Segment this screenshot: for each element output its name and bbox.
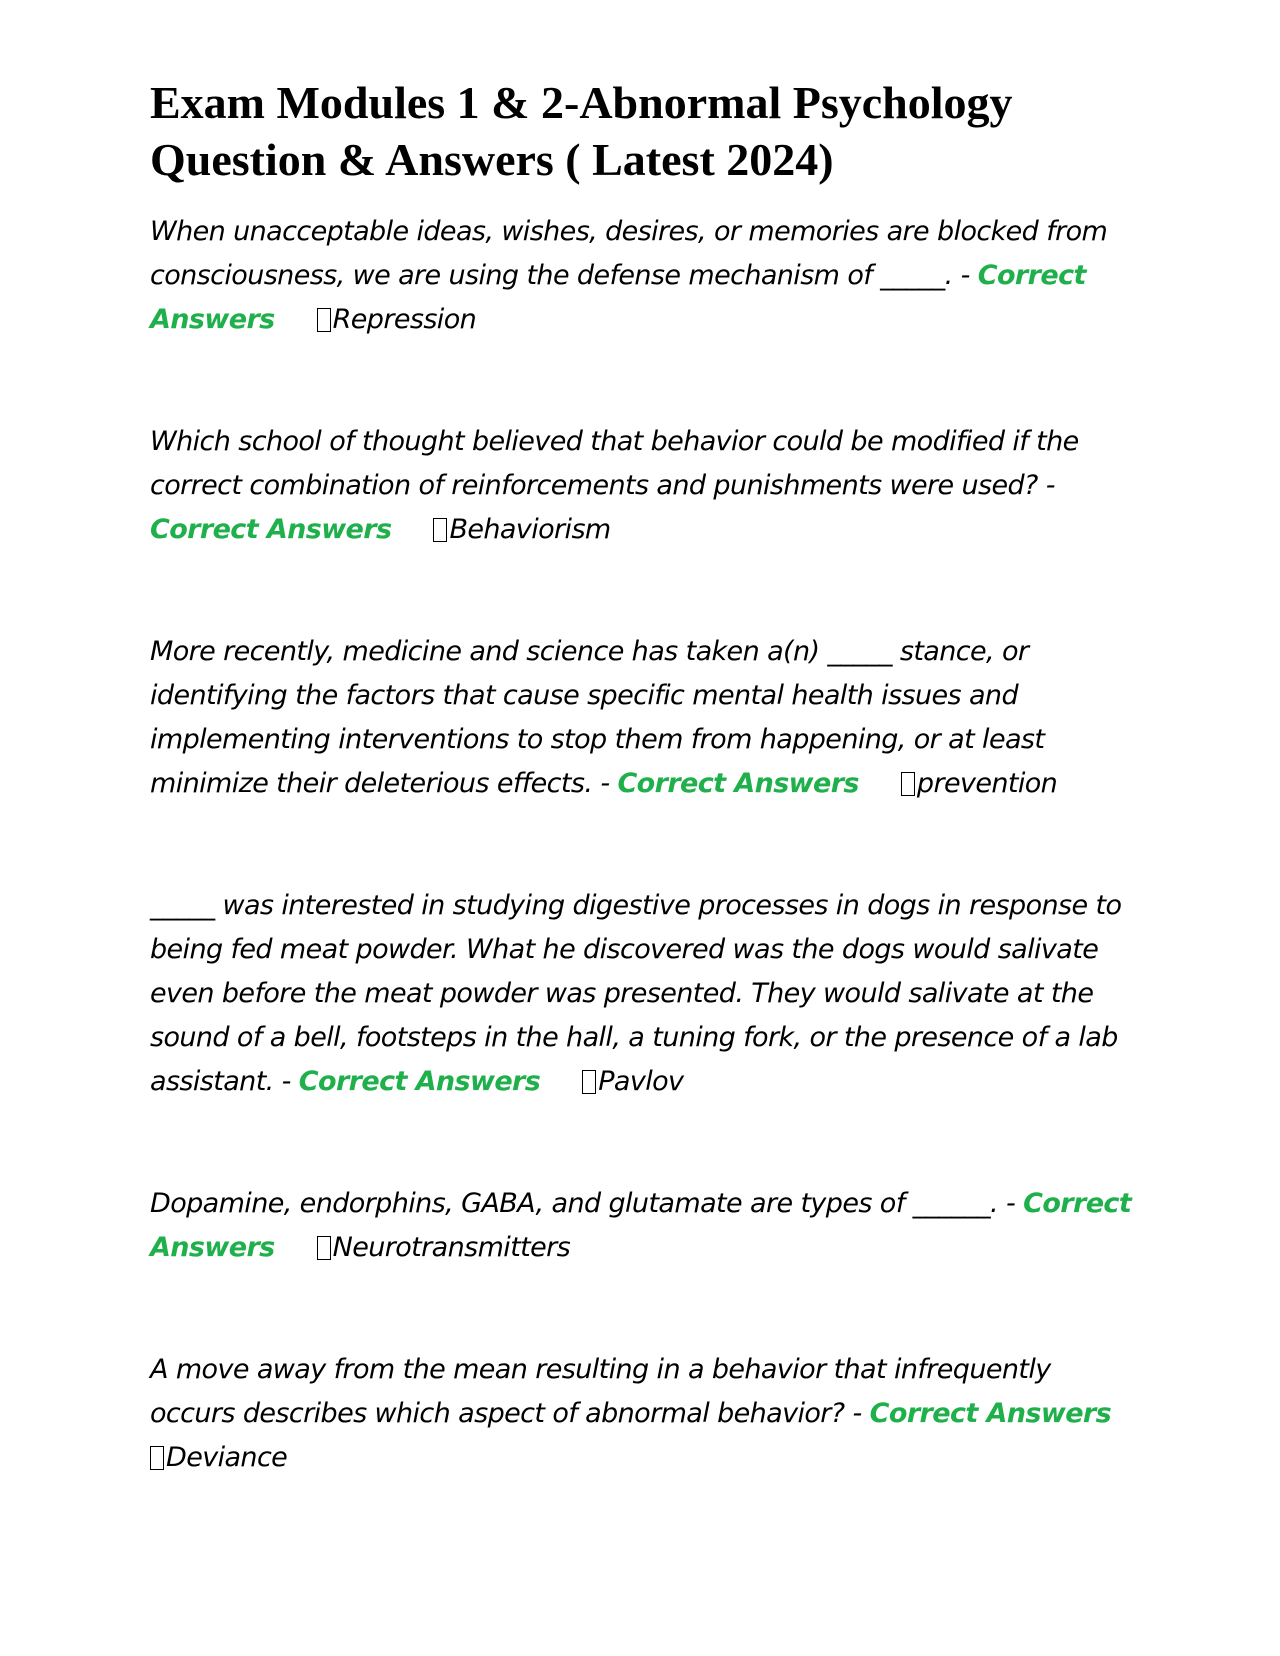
question-text: _____ was interested in studying digestive processes in dogs in response to being fed meat powder. What he discovered was the dogs would salivate even before the meat powder was presented. They would salivate at the sound of a bell, footsteps in the hall, a tuning fork, or the presence of a lab assistant. - bbox=[150, 890, 1122, 1097]
correct-answers-label: Correct Answers bbox=[150, 514, 392, 545]
correct-answers-label: Correct Answers bbox=[150, 1188, 1132, 1263]
qa-item-6 bbox=[150, 1348, 1135, 1480]
question-text: A move away from the mean resulting in a behavior that infrequently occurs describes which aspect of abnormal behavior? - bbox=[150, 1354, 1051, 1429]
missing-glyph-icon bbox=[901, 772, 915, 796]
question-text: When unacceptable ideas, wishes, desires, or memories are blocked from consciousness, we are using the defense mechanism of _____. - bbox=[150, 216, 1108, 291]
answer-text: Neurotransmitters bbox=[332, 1232, 571, 1263]
question-text: Which school of thought believed that behavior could be modified if the correct combination of reinforcements and punishments were used? - bbox=[150, 426, 1079, 501]
document-page bbox=[150, 74, 1135, 1480]
page-title: Exam Modules 1 & 2-Abnormal Psychology Question & Answers ( Latest 2024) bbox=[150, 77, 1013, 185]
question-text: Dopamine, endorphins, GABA, and glutamate are types of ______. - bbox=[150, 1188, 1016, 1219]
correct-answers-label: Correct Answers bbox=[869, 1398, 1112, 1429]
qa-item-5 bbox=[150, 1182, 1135, 1270]
missing-glyph-icon bbox=[317, 308, 331, 332]
missing-glyph-icon bbox=[433, 518, 447, 542]
qa-item-1 bbox=[150, 210, 1135, 342]
answer-text: Pavlov bbox=[598, 1066, 684, 1097]
question-text: More recently, medicine and science has taken a(n) _____ stance, or identifying the factors that cause specific mental health issues and implementing interventions to stop them from happening, or at least minimize their deleterious effects. - bbox=[150, 636, 1045, 799]
correct-answers-label: Correct Answers bbox=[617, 768, 859, 799]
missing-glyph-icon bbox=[317, 1236, 331, 1260]
answer-text: prevention bbox=[916, 768, 1058, 799]
missing-glyph-icon bbox=[150, 1446, 164, 1470]
missing-glyph-icon bbox=[582, 1070, 596, 1094]
answer-text: Deviance bbox=[166, 1442, 288, 1473]
qa-item-2 bbox=[150, 420, 1135, 552]
qa-item-4 bbox=[150, 884, 1135, 1104]
correct-answers-label: Correct Answers bbox=[298, 1066, 541, 1097]
answer-text: Behaviorism bbox=[449, 514, 611, 545]
qa-item-3 bbox=[150, 630, 1135, 806]
correct-answers-label: Correct Answers bbox=[150, 260, 1086, 335]
answer-text: Repression bbox=[332, 304, 477, 335]
